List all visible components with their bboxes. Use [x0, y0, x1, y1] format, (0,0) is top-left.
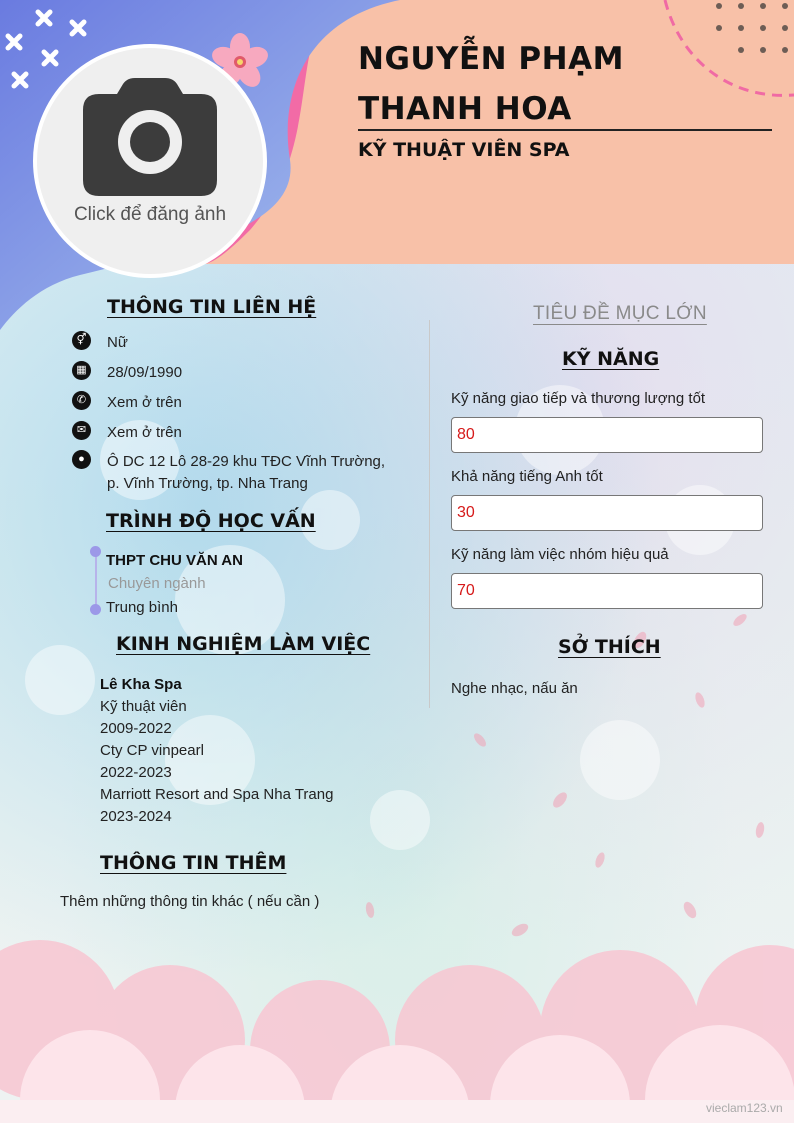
education-grade: Trung bình	[106, 599, 178, 616]
experience-company: Cty CP vinpearl	[100, 742, 204, 759]
skill-label: Khả năng tiếng Anh tốt	[451, 468, 603, 485]
experience-position: Kỹ thuật viên	[100, 698, 187, 715]
timeline-dot	[90, 546, 101, 557]
experience-period: 2009-2022	[100, 720, 172, 737]
contact-birthday-text: 28/09/1990	[107, 364, 183, 381]
experience-company: Marriott Resort and Spa Nha Trang	[100, 786, 334, 803]
contact-address-line1: Ô DC 12 Lô 28-29 khu TĐC Vĩnh Trường,	[107, 453, 386, 470]
hobbies-section-title: SỞ THÍCH	[558, 636, 661, 658]
experience-company: Lê Kha Spa	[100, 676, 182, 693]
education-major: Chuyên ngành	[108, 575, 206, 592]
calendar-icon: ▦	[72, 361, 91, 380]
timeline-dot	[90, 604, 101, 615]
experience-period: 2023-2024	[100, 808, 172, 825]
education-school: THPT CHU VĂN AN	[106, 552, 243, 569]
education-timeline	[95, 551, 97, 609]
phone-icon: ✆	[72, 391, 91, 410]
email-icon: ✉	[72, 421, 91, 440]
big-section-heading: TIÊU ĐỀ MỤC LỚN	[533, 303, 707, 324]
contact-email-text: Xem ở trên	[107, 424, 182, 441]
gender-icon: ⚥	[72, 331, 91, 350]
camera-icon	[83, 78, 217, 196]
additional-text: Thêm những thông tin khác ( nếu cần )	[60, 893, 320, 910]
skill-value-field[interactable]: 70	[451, 573, 763, 609]
watermark: vieclam123.vn	[706, 1101, 783, 1115]
contact-phone-text: Xem ở trên	[107, 394, 182, 411]
skill-value-field[interactable]: 30	[451, 495, 763, 531]
hobbies-text: Nghe nhạc, nấu ăn	[451, 680, 578, 697]
skill-label: Kỹ năng giao tiếp và thương lượng tốt	[451, 390, 706, 407]
avatar-upload-button[interactable]	[33, 44, 267, 278]
name-underline	[358, 129, 772, 131]
additional-section-title: THÔNG TIN THÊM	[100, 852, 287, 874]
contact-gender-text: Nữ	[107, 334, 128, 351]
skills-section-title: KỸ NĂNG	[562, 348, 660, 370]
experience-period: 2022-2023	[100, 764, 172, 781]
skill-value-field[interactable]: 80	[451, 417, 763, 453]
location-icon: ●	[72, 450, 91, 469]
avatar-label: Click để đăng ảnh	[73, 204, 227, 225]
column-divider	[429, 320, 430, 708]
experience-section-title: KINH NGHIỆM LÀM VIỆC	[116, 633, 371, 655]
education-section-title: TRÌNH ĐỘ HỌC VẤN	[106, 510, 316, 532]
contact-address-line2: p. Vĩnh Trường, tp. Nha Trang	[107, 475, 308, 492]
contact-section-title: THÔNG TIN LIÊN HỆ	[107, 296, 317, 318]
candidate-name: NGUYỄN PHẠM THANH HOA	[358, 41, 624, 127]
job-title: KỸ THUẬT VIÊN SPA	[358, 139, 570, 161]
skill-label: Kỹ năng làm việc nhóm hiệu quả	[451, 546, 669, 563]
